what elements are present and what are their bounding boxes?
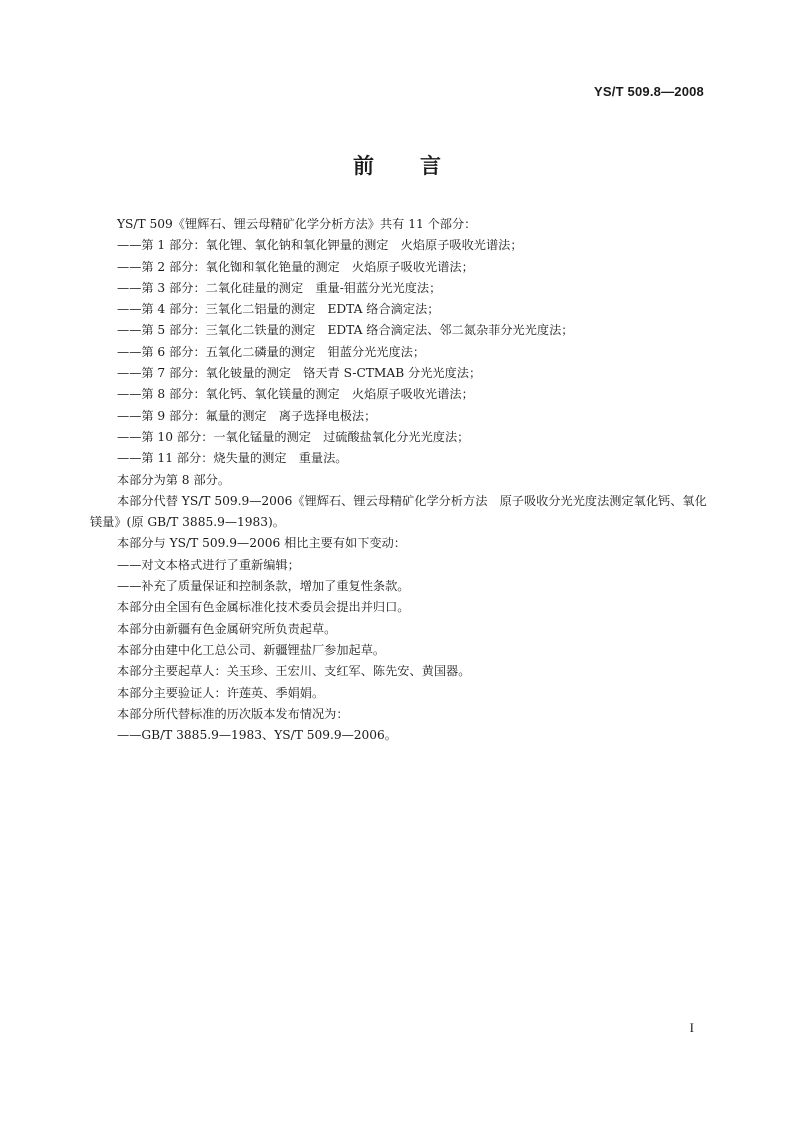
part-list-item: ——第 8 部分：氧化钙、氧化镁量的测定 火焰原子吸收光谱法； bbox=[117, 387, 474, 402]
page-title: 前言 bbox=[353, 154, 487, 178]
participated-by-paragraph: 本部分由建中化工总公司、新疆锂盐厂参加起草。 bbox=[117, 642, 386, 657]
standard-number: YS/T 509.8—2008 bbox=[594, 84, 704, 99]
change-list-item: ——补充了质量保证和控制条款，增加了重复性条款。 bbox=[117, 579, 410, 594]
part-list-item: ——第 7 部分：氧化铍量的测定 铬天青 S-CTMAB 分光光度法； bbox=[117, 366, 482, 381]
part-list-item: ——第 1 部分：氧化锂、氧化钠和氧化钾量的测定 火焰原子吸收光谱法； bbox=[117, 238, 523, 253]
part-list-item: ——第 3 部分：二氧化硅量的测定 重量-钼蓝分光光度法； bbox=[117, 280, 442, 295]
part-list-item: ——第 4 部分：三氧化二铝量的测定 EDTA 络合滴定法； bbox=[117, 302, 440, 317]
foreword-body bbox=[90, 214, 708, 746]
this-part-paragraph: 本部分为第 8 部分。 bbox=[117, 472, 231, 487]
part-list-item: ——第 10 部分：一氧化锰量的测定 过硫酸盐氧化分光光度法； bbox=[117, 429, 470, 444]
proposed-by-paragraph: 本部分由全国有色金属标准化技术委员会提出并归口。 bbox=[117, 600, 410, 615]
page-number: I bbox=[689, 1020, 694, 1035]
intro-paragraph: YS/T 509《锂辉石、锂云母精矿化学分析方法》共有 11 个部分： bbox=[117, 217, 477, 231]
drafted-by-paragraph: 本部分由新疆有色金属研究所负责起草。 bbox=[117, 621, 337, 636]
part-list-item: ——第 11 部分：烧失量的测定 重量法。 bbox=[117, 451, 348, 466]
history-intro-paragraph: 本部分所代替标准的历次版本发布情况为： bbox=[117, 706, 349, 721]
change-list-item: ——对文本格式进行了重新编辑； bbox=[117, 557, 300, 572]
history-list-item: ——GB/T 3885.9—1983、YS/T 509.9—2006。 bbox=[117, 728, 397, 743]
changes-intro-paragraph: 本部分与 YS/T 509.9—2006 相比主要有如下变动： bbox=[117, 536, 406, 551]
part-list-item: ——第 6 部分：五氧化二磷量的测定 钼蓝分光光度法； bbox=[117, 344, 426, 359]
part-list-item: ——第 5 部分：三氧化二铁量的测定 EDTA 络合滴定法、邻二氮杂菲分光光度法； bbox=[117, 323, 574, 338]
part-list-item: ——第 2 部分：氧化铷和氧化铯量的测定 火焰原子吸收光谱法； bbox=[117, 259, 474, 274]
main-verifiers-paragraph: 本部分主要验证人：许莲英、季娟娟。 bbox=[117, 685, 325, 700]
replaces-paragraph: 本部分代替 YS/T 509.9—2006《锂辉石、锂云母精矿化学分析方法 原子吸收分光光度法测定氧化钙、氧化镁量》(原 GB/T 3885.9—1983)。 bbox=[90, 493, 707, 530]
part-list-item: ——第 9 部分：氟量的测定 离子选择电极法； bbox=[117, 408, 377, 423]
main-drafters-paragraph: 本部分主要起草人：关玉珍、王宏川、支红军、陈先安、黄国器。 bbox=[117, 664, 471, 679]
